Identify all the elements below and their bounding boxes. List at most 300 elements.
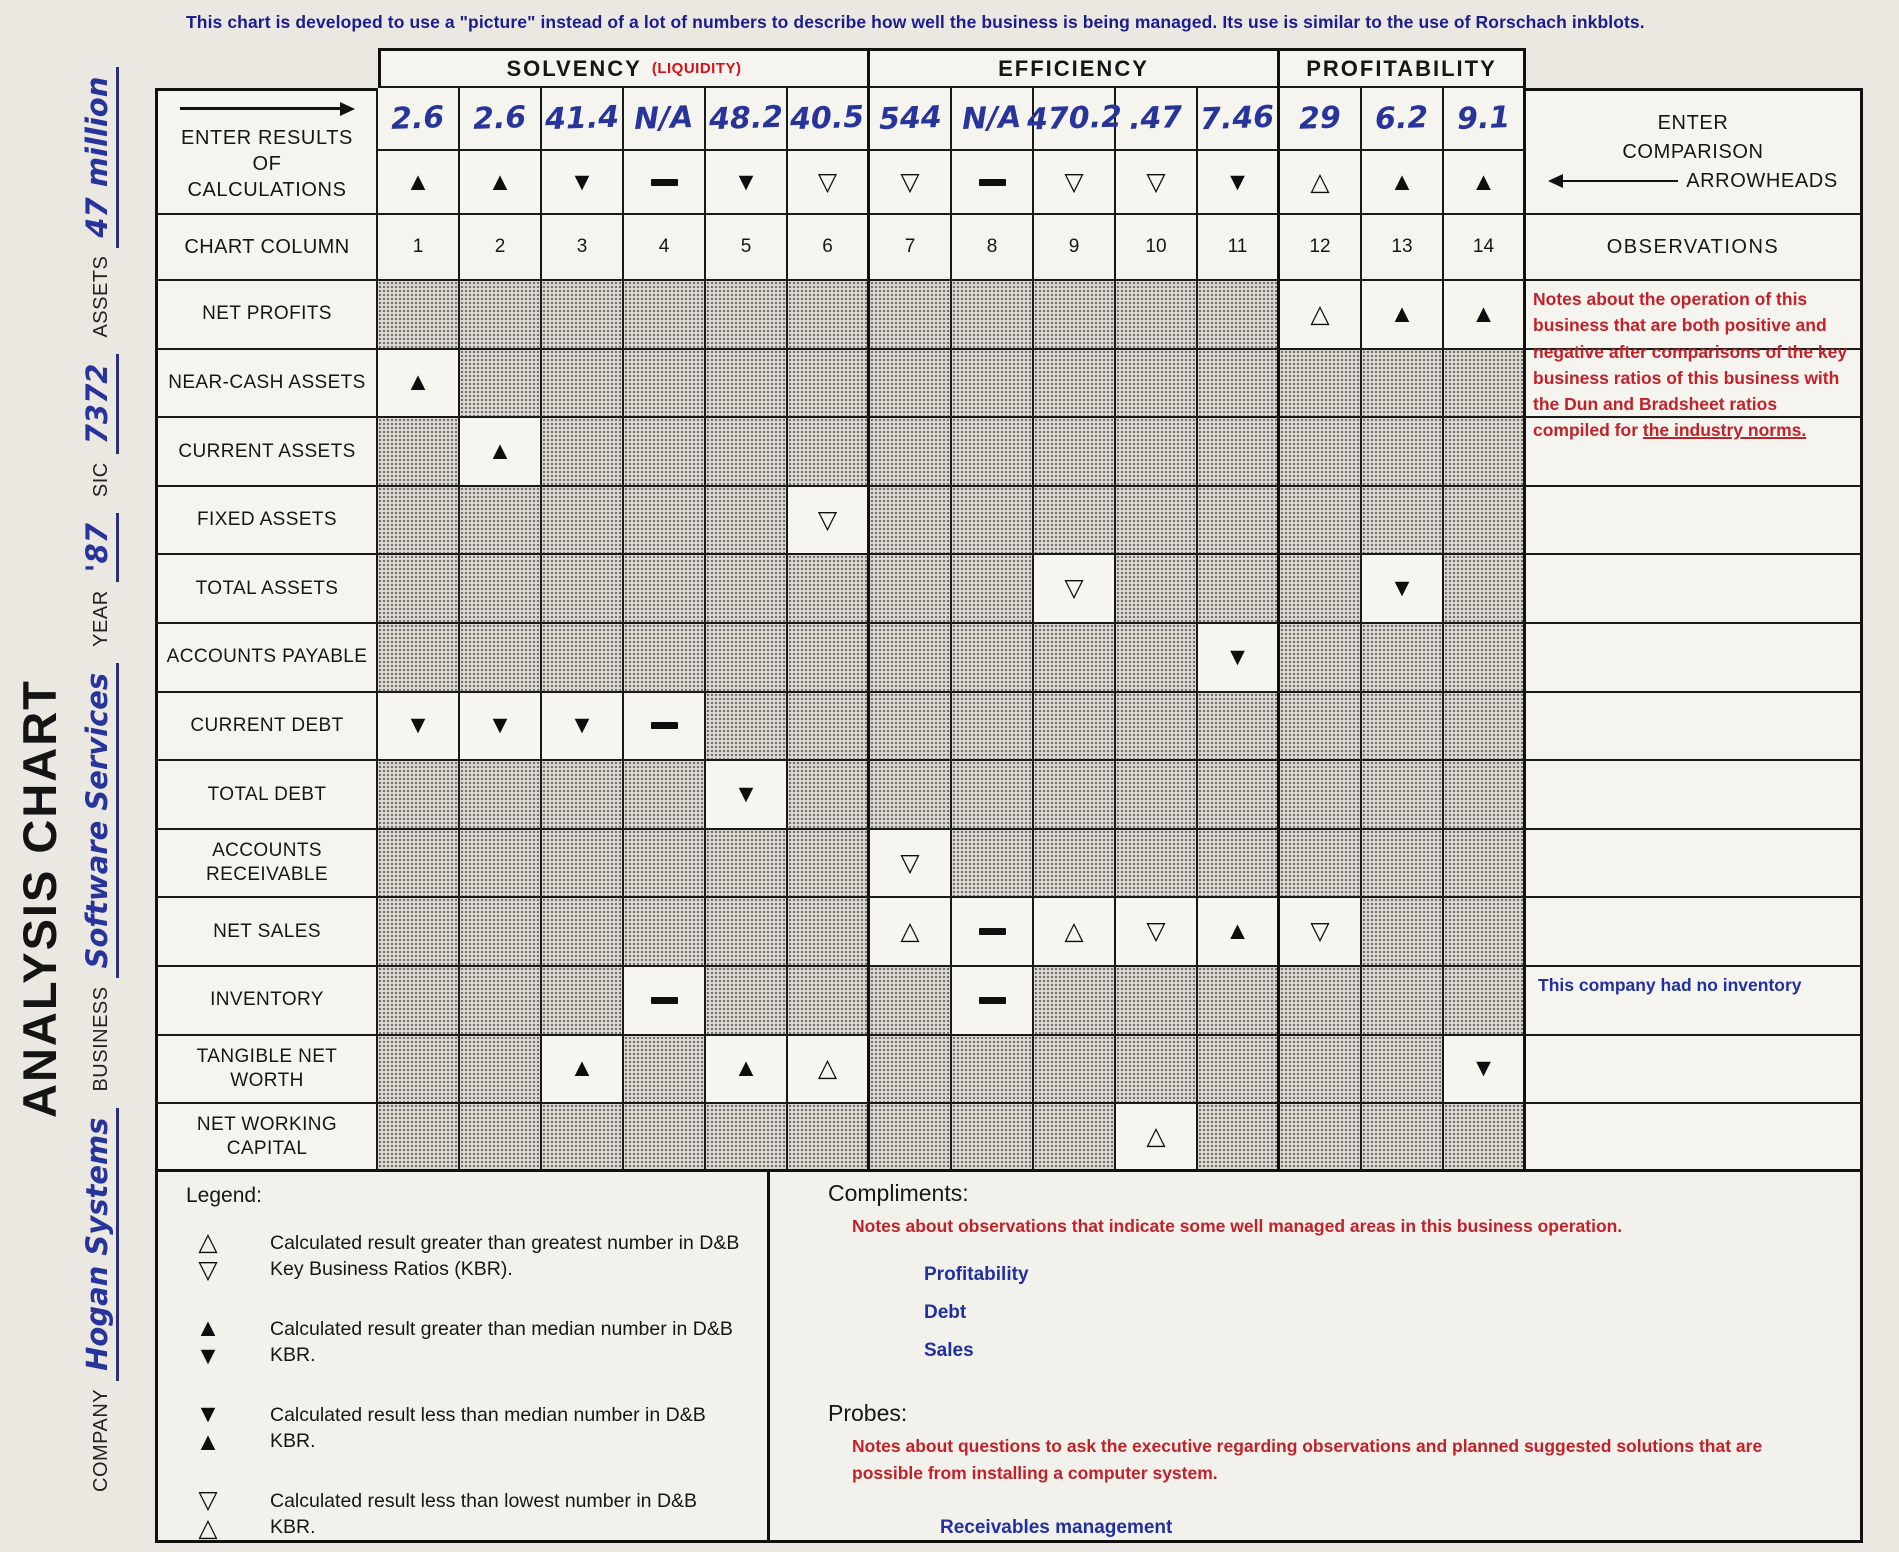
filled-up-triangle-icon: ▲ xyxy=(569,1054,595,1083)
cell-current-debt-col-8 xyxy=(952,693,1034,762)
field-label: BUSINESS xyxy=(90,986,112,1092)
cell-current-assets-col-2 xyxy=(460,418,542,487)
cell-accounts-payable-col-6 xyxy=(788,624,870,693)
row-label-tangible-net-worth: TANGIBLE NET WORTH xyxy=(155,1036,378,1105)
cell-tangible-net-worth-col-5 xyxy=(706,1036,788,1105)
cell-accounts-receivable-col-5 xyxy=(706,830,788,899)
filled-down-triangle-icon: ▼ xyxy=(1389,574,1415,603)
cell-net-profits-col-9 xyxy=(1034,281,1116,350)
filled-up-triangle-icon: ▲ xyxy=(1471,167,1496,196)
sidebar-form-fields xyxy=(80,27,158,1492)
cell-accounts-receivable-col-1 xyxy=(378,830,460,899)
result-value-col-8 xyxy=(952,88,1034,151)
cell-accounts-receivable-col-6 xyxy=(788,830,870,899)
open-up-triangle-icon: △ xyxy=(1146,1122,1166,1151)
cell-net-profits-col-10 xyxy=(1116,281,1198,350)
cell-near-cash-assets-col-11 xyxy=(1198,350,1280,419)
cell-accounts-receivable-col-10 xyxy=(1116,830,1198,899)
observation-cell-accounts-receivable xyxy=(1526,830,1863,899)
cell-net-working-capital-col-5 xyxy=(706,1104,788,1173)
cell-net-profits-col-12 xyxy=(1280,281,1362,350)
comparison-arrow-col-1 xyxy=(378,151,460,215)
cell-accounts-payable-col-4 xyxy=(624,624,706,693)
row-label-current-debt: CURRENT DEBT xyxy=(155,693,378,762)
comparison-line-2: COMPARISON xyxy=(1622,140,1764,163)
cell-near-cash-assets-col-4 xyxy=(624,350,706,419)
cell-near-cash-assets-col-6 xyxy=(788,350,870,419)
cell-current-debt-col-1 xyxy=(378,693,460,762)
cell-total-debt-col-10 xyxy=(1116,761,1198,830)
cell-near-cash-assets-col-8 xyxy=(952,350,1034,419)
comparison-arrow-col-14 xyxy=(1444,151,1526,215)
open-down-triangle-icon: ▽ xyxy=(900,848,920,877)
cell-inventory-col-1 xyxy=(378,967,460,1036)
cell-current-debt-col-10 xyxy=(1116,693,1198,762)
observation-cell-fixed-assets xyxy=(1526,487,1863,556)
comparison-arrow-col-7 xyxy=(870,151,952,215)
cell-current-assets-col-8 xyxy=(952,418,1034,487)
cell-tangible-net-worth-col-14 xyxy=(1444,1036,1526,1105)
cell-fixed-assets-col-10 xyxy=(1116,487,1198,556)
filled-down-triangle-icon: ▼ xyxy=(569,167,595,196)
cell-net-working-capital-col-14 xyxy=(1444,1104,1526,1173)
cell-net-sales-col-13 xyxy=(1362,898,1444,967)
cell-net-working-capital-col-10 xyxy=(1116,1104,1198,1173)
cell-current-assets-col-12 xyxy=(1280,418,1362,487)
filled-down-triangle-icon: ▼ xyxy=(195,1400,221,1428)
cell-current-assets-col-10 xyxy=(1116,418,1198,487)
cell-current-debt-col-11 xyxy=(1198,693,1280,762)
open-down-triangle-icon: ▽ xyxy=(1146,167,1166,196)
open-down-triangle-icon: ▽ xyxy=(198,1486,218,1514)
result-value-col-9 xyxy=(1025,88,1123,151)
open-up-triangle-icon: △ xyxy=(198,1514,218,1542)
comparison-arrow-col-4 xyxy=(624,151,706,215)
legend-item-3 xyxy=(186,1402,767,1455)
cell-current-assets-col-1 xyxy=(378,418,460,487)
form-field-sic xyxy=(80,354,119,498)
cell-tangible-net-worth-col-7 xyxy=(870,1036,952,1105)
cell-accounts-payable-col-3 xyxy=(542,624,624,693)
enter-comparison-header xyxy=(1526,88,1863,215)
cell-net-sales-col-4 xyxy=(624,898,706,967)
cell-total-assets-col-1 xyxy=(378,555,460,624)
field-handwritten-value: 7372 xyxy=(80,354,119,455)
chart-column-number-8: 8 xyxy=(952,215,1034,281)
cell-total-debt-col-3 xyxy=(542,761,624,830)
legend-item-1 xyxy=(186,1230,767,1283)
open-down-triangle-icon: ▽ xyxy=(900,167,920,196)
cell-net-profits-col-14 xyxy=(1444,281,1526,350)
cell-total-debt-col-12 xyxy=(1280,761,1362,830)
cell-total-assets-col-13 xyxy=(1362,555,1444,624)
cell-current-debt-col-6 xyxy=(788,693,870,762)
cell-near-cash-assets-col-13 xyxy=(1362,350,1444,419)
cell-net-profits-col-8 xyxy=(952,281,1034,350)
cell-current-debt-col-12 xyxy=(1280,693,1362,762)
cell-net-working-capital-col-12 xyxy=(1280,1104,1362,1173)
cell-inventory-col-6 xyxy=(788,967,870,1036)
cell-total-debt-col-5 xyxy=(706,761,788,830)
cell-fixed-assets-col-12 xyxy=(1280,487,1362,556)
form-field-company xyxy=(80,1108,119,1492)
compliments-note: Notes about observations that indicate some well managed areas in this business operation. xyxy=(852,1216,1623,1236)
open-down-triangle-icon: ▽ xyxy=(198,1256,218,1284)
handwritten-value: 40.5 xyxy=(789,99,866,138)
cell-accounts-payable-col-5 xyxy=(706,624,788,693)
cell-accounts-payable-col-9 xyxy=(1034,624,1116,693)
cell-fixed-assets-col-6 xyxy=(788,487,870,556)
probes-list xyxy=(940,1517,1860,1539)
cell-inventory-col-2 xyxy=(460,967,542,1036)
cell-current-debt-col-4 xyxy=(624,693,706,762)
cell-current-debt-col-3 xyxy=(542,693,624,762)
cell-current-debt-col-5 xyxy=(706,693,788,762)
cell-total-assets-col-12 xyxy=(1280,555,1362,624)
cell-net-working-capital-col-8 xyxy=(952,1104,1034,1173)
row-label-accounts-receivable: ACCOUNTS RECEIVABLE xyxy=(155,830,378,899)
cell-net-sales-col-1 xyxy=(378,898,460,967)
chart-column-number-10: 10 xyxy=(1116,215,1198,281)
cell-accounts-receivable-col-3 xyxy=(542,830,624,899)
observation-cell-total-assets xyxy=(1526,555,1863,624)
cell-accounts-payable-col-14 xyxy=(1444,624,1526,693)
legend-glyphs xyxy=(186,1230,230,1283)
cell-accounts-payable-col-13 xyxy=(1362,624,1444,693)
cell-current-assets-col-9 xyxy=(1034,418,1116,487)
cell-accounts-payable-col-1 xyxy=(378,624,460,693)
form-field-business xyxy=(80,663,119,1092)
chart-column-number-4: 4 xyxy=(624,215,706,281)
comparison-arrow-col-10 xyxy=(1116,151,1198,215)
cell-current-assets-col-4 xyxy=(624,418,706,487)
cell-accounts-payable-col-7 xyxy=(870,624,952,693)
cell-total-assets-col-7 xyxy=(870,555,952,624)
solvency-label: SOLVENCY xyxy=(506,55,642,81)
field-handwritten-value: Hogan Systems xyxy=(80,1108,119,1381)
section-header-efficiency xyxy=(870,48,1280,88)
cell-accounts-receivable-col-7 xyxy=(870,830,952,899)
cell-near-cash-assets-col-3 xyxy=(542,350,624,419)
row-label-inventory: INVENTORY xyxy=(155,967,378,1036)
observation-cell-current-debt xyxy=(1526,693,1863,762)
cell-current-assets-col-14 xyxy=(1444,418,1526,487)
chart-column-number-11: 11 xyxy=(1198,215,1280,281)
open-down-triangle-icon: ▽ xyxy=(1146,917,1166,946)
row-label-current-assets: CURRENT ASSETS xyxy=(155,418,378,487)
result-value-col-13 xyxy=(1362,88,1444,151)
cell-net-sales-col-12 xyxy=(1280,898,1362,967)
result-value-col-6 xyxy=(788,88,870,151)
dash-mark xyxy=(651,722,678,729)
result-value-col-12 xyxy=(1280,88,1362,151)
comparison-arrow-col-11 xyxy=(1198,151,1280,215)
chart-column-number-14: 14 xyxy=(1444,215,1526,281)
cell-inventory-col-7 xyxy=(870,967,952,1036)
cell-fixed-assets-col-13 xyxy=(1362,487,1444,556)
handwritten-value: 41.4 xyxy=(544,99,620,138)
notes-box xyxy=(770,1172,1860,1540)
cell-net-sales-col-8 xyxy=(952,898,1034,967)
handwritten-value: 48.2 xyxy=(708,99,784,138)
filled-down-triangle-icon: ▼ xyxy=(733,167,759,196)
handwritten-value: 29 xyxy=(1298,100,1342,137)
result-value-col-11 xyxy=(1198,88,1280,151)
cell-current-debt-col-13 xyxy=(1362,693,1444,762)
cell-accounts-payable-col-10 xyxy=(1116,624,1198,693)
result-value-col-10 xyxy=(1116,88,1198,151)
cell-total-assets-col-3 xyxy=(542,555,624,624)
open-down-triangle-icon: ▽ xyxy=(1064,167,1084,196)
filled-up-triangle-icon: ▲ xyxy=(487,436,513,465)
comparison-arrow-col-6 xyxy=(788,151,870,215)
comparison-line-1: ENTER xyxy=(1657,111,1729,134)
handwritten-value: N/A xyxy=(633,99,695,138)
cell-inventory-col-4 xyxy=(624,967,706,1036)
observation-cell-inventory xyxy=(1526,967,1863,1036)
comparison-arrow-col-8 xyxy=(952,151,1034,215)
cell-total-debt-col-14 xyxy=(1444,761,1526,830)
cell-inventory-col-13 xyxy=(1362,967,1444,1036)
field-label: ASSETS xyxy=(90,255,112,338)
cell-net-profits-col-3 xyxy=(542,281,624,350)
left-arrow-icon xyxy=(1548,174,1678,188)
observation-cell-accounts-payable xyxy=(1526,624,1863,693)
section-header-profitability xyxy=(1280,48,1526,88)
cell-accounts-payable-col-11 xyxy=(1198,624,1280,693)
section-header-solvency xyxy=(378,48,870,88)
cell-current-assets-col-6 xyxy=(788,418,870,487)
cell-net-profits-col-4 xyxy=(624,281,706,350)
row-label-net-sales: NET SALES xyxy=(155,898,378,967)
cell-fixed-assets-col-5 xyxy=(706,487,788,556)
row-label-net-profits: NET PROFITS xyxy=(155,281,378,350)
dash-mark xyxy=(979,179,1006,186)
cell-tangible-net-worth-col-2 xyxy=(460,1036,542,1105)
legend-box xyxy=(158,1172,770,1540)
cell-near-cash-assets-col-14 xyxy=(1444,350,1526,419)
compliment-sales: Sales xyxy=(924,1340,974,1362)
open-up-triangle-icon: △ xyxy=(198,1228,218,1256)
open-up-triangle-icon: △ xyxy=(1310,299,1330,328)
row-label-total-debt: TOTAL DEBT xyxy=(155,761,378,830)
top-description-note: This chart is developed to use a "picture" instead of a lot of numbers to describe how well the business is being managed. Its use is similar to the use of Rorschach inkblots. xyxy=(186,12,1645,32)
cell-inventory-col-11 xyxy=(1198,967,1280,1036)
filled-down-triangle-icon: ▼ xyxy=(1225,167,1250,196)
cell-fixed-assets-col-9 xyxy=(1034,487,1116,556)
filled-down-triangle-icon: ▼ xyxy=(733,779,759,808)
right-arrow-icon xyxy=(180,102,355,116)
chart-column-number-7: 7 xyxy=(870,215,952,281)
cell-accounts-receivable-col-14 xyxy=(1444,830,1526,899)
cell-net-profits-col-11 xyxy=(1198,281,1280,350)
handwritten-value: 544 xyxy=(878,99,942,138)
filled-up-triangle-icon: ▲ xyxy=(1389,167,1415,196)
cell-fixed-assets-col-11 xyxy=(1198,487,1280,556)
compliment-profitability: Profitability xyxy=(924,1264,1029,1286)
probes-note: Notes about questions to ask the executive regarding observations and planned suggested solutions that are possible from installing a computer system. xyxy=(852,1436,1763,1484)
cell-net-working-capital-col-2 xyxy=(460,1104,542,1173)
comparison-arrow-col-2 xyxy=(460,151,542,215)
cell-accounts-payable-col-2 xyxy=(460,624,542,693)
dash-mark xyxy=(979,997,1006,1004)
filled-up-triangle-icon: ▲ xyxy=(405,167,431,196)
cell-net-working-capital-col-6 xyxy=(788,1104,870,1173)
efficiency-label: EFFICIENCY xyxy=(998,55,1149,81)
chart-column-number-13: 13 xyxy=(1362,215,1444,281)
cell-accounts-receivable-col-11 xyxy=(1198,830,1280,899)
result-value-col-1 xyxy=(378,88,460,151)
cell-net-sales-col-7 xyxy=(870,898,952,967)
comparison-arrow-col-3 xyxy=(542,151,624,215)
form-field-year xyxy=(80,513,119,647)
cell-accounts-receivable-col-8 xyxy=(952,830,1034,899)
result-value-col-4 xyxy=(624,88,706,151)
row-label-total-assets: TOTAL ASSETS xyxy=(155,555,378,624)
cell-tangible-net-worth-col-6 xyxy=(788,1036,870,1105)
cell-net-sales-col-2 xyxy=(460,898,542,967)
chart-column-number-2: 2 xyxy=(460,215,542,281)
cell-inventory-col-8 xyxy=(952,967,1034,1036)
cell-inventory-col-3 xyxy=(542,967,624,1036)
dash-mark xyxy=(651,997,678,1004)
filled-up-triangle-icon: ▲ xyxy=(195,1314,221,1342)
cell-current-assets-col-5 xyxy=(706,418,788,487)
cell-current-debt-col-2 xyxy=(460,693,542,762)
cell-total-debt-col-4 xyxy=(624,761,706,830)
filled-down-triangle-icon: ▼ xyxy=(569,711,595,740)
cell-net-profits-col-6 xyxy=(788,281,870,350)
field-label: YEAR xyxy=(90,590,112,647)
cell-tangible-net-worth-col-13 xyxy=(1362,1036,1444,1105)
filled-down-triangle-icon: ▼ xyxy=(405,711,431,740)
filled-up-triangle-icon: ▲ xyxy=(1225,917,1250,946)
open-up-triangle-icon: △ xyxy=(1310,167,1330,196)
dash-mark xyxy=(651,179,678,186)
open-up-triangle-icon: △ xyxy=(900,917,920,946)
cell-net-sales-col-9 xyxy=(1034,898,1116,967)
cell-net-working-capital-col-11 xyxy=(1198,1104,1280,1173)
handwritten-value: 2.6 xyxy=(390,100,446,137)
result-value-col-7 xyxy=(870,88,952,151)
open-down-triangle-icon: ▽ xyxy=(1310,917,1330,946)
field-label: SIC xyxy=(90,462,112,498)
cell-net-working-capital-col-9 xyxy=(1034,1104,1116,1173)
cell-total-assets-col-2 xyxy=(460,555,542,624)
cell-inventory-col-10 xyxy=(1116,967,1198,1036)
cell-current-assets-col-13 xyxy=(1362,418,1444,487)
filled-up-triangle-icon: ▲ xyxy=(1389,299,1415,328)
row-label-near-cash-assets: NEAR-CASH ASSETS xyxy=(155,350,378,419)
dash-mark xyxy=(979,928,1006,935)
legend-heading: Legend: xyxy=(186,1184,262,1207)
cell-accounts-receivable-col-12 xyxy=(1280,830,1362,899)
cell-net-profits-col-5 xyxy=(706,281,788,350)
legend-text: Calculated result less than median number in D&B KBR. xyxy=(270,1404,706,1453)
open-down-triangle-icon: ▽ xyxy=(1064,574,1084,603)
cell-net-sales-col-3 xyxy=(542,898,624,967)
handwritten-value: 470.2 xyxy=(1025,99,1123,138)
cell-total-debt-col-11 xyxy=(1198,761,1280,830)
open-up-triangle-icon: △ xyxy=(1064,917,1084,946)
observations-label: OBSERVATIONS xyxy=(1526,215,1863,281)
cell-accounts-payable-col-12 xyxy=(1280,624,1362,693)
cell-near-cash-assets-col-10 xyxy=(1116,350,1198,419)
chart-column-number-5: 5 xyxy=(706,215,788,281)
cell-net-sales-col-11 xyxy=(1198,898,1280,967)
cell-tangible-net-worth-col-3 xyxy=(542,1036,624,1105)
handwritten-value: 6.2 xyxy=(1374,100,1430,137)
cell-tangible-net-worth-col-8 xyxy=(952,1036,1034,1105)
page-title: ANALYSIS CHART xyxy=(13,679,66,1118)
cell-tangible-net-worth-col-10 xyxy=(1116,1036,1198,1105)
cell-tangible-net-worth-col-11 xyxy=(1198,1036,1280,1105)
cell-total-debt-col-13 xyxy=(1362,761,1444,830)
compliment-debt: Debt xyxy=(924,1302,967,1324)
cell-net-working-capital-col-3 xyxy=(542,1104,624,1173)
cell-fixed-assets-col-3 xyxy=(542,487,624,556)
filled-up-triangle-icon: ▲ xyxy=(405,368,431,397)
legend-glyphs xyxy=(186,1402,230,1455)
chart-column-number-12: 12 xyxy=(1280,215,1362,281)
cell-near-cash-assets-col-7 xyxy=(870,350,952,419)
cell-total-assets-col-5 xyxy=(706,555,788,624)
comparison-arrow-col-9 xyxy=(1034,151,1116,215)
result-value-col-14 xyxy=(1444,88,1526,151)
cell-net-working-capital-col-13 xyxy=(1362,1104,1444,1173)
legend-item-4 xyxy=(186,1488,767,1541)
cell-net-profits-col-7 xyxy=(870,281,952,350)
cell-current-assets-col-3 xyxy=(542,418,624,487)
cell-near-cash-assets-col-12 xyxy=(1280,350,1362,419)
cell-total-assets-col-8 xyxy=(952,555,1034,624)
cell-net-working-capital-col-7 xyxy=(870,1104,952,1173)
cell-inventory-col-14 xyxy=(1444,967,1526,1036)
cell-accounts-receivable-col-13 xyxy=(1362,830,1444,899)
comparison-arrow-col-5 xyxy=(706,151,788,215)
form-field-assets xyxy=(80,67,119,338)
cell-accounts-payable-col-8 xyxy=(952,624,1034,693)
result-value-col-3 xyxy=(542,88,624,151)
observation-cell-tangible-net-worth xyxy=(1526,1036,1863,1105)
cell-net-working-capital-col-1 xyxy=(378,1104,460,1173)
field-handwritten-value: Software Services xyxy=(80,663,119,979)
probes-heading: Probes: xyxy=(828,1400,908,1427)
observation-cell-net-sales xyxy=(1526,898,1863,967)
cell-tangible-net-worth-col-9 xyxy=(1034,1036,1116,1105)
cell-fixed-assets-col-8 xyxy=(952,487,1034,556)
handwritten-value: .47 xyxy=(1128,100,1184,137)
cell-total-assets-col-6 xyxy=(788,555,870,624)
result-value-col-2 xyxy=(460,88,542,151)
cell-current-debt-col-14 xyxy=(1444,693,1526,762)
result-value-col-5 xyxy=(706,88,788,151)
cell-net-sales-col-6 xyxy=(788,898,870,967)
profitability-label: PROFITABILITY xyxy=(1306,55,1497,81)
handwritten-value: 9.1 xyxy=(1456,100,1511,137)
cell-total-debt-col-2 xyxy=(460,761,542,830)
handwritten-value: 7.46 xyxy=(1199,99,1276,138)
cell-net-working-capital-col-4 xyxy=(624,1104,706,1173)
cell-net-profits-col-2 xyxy=(460,281,542,350)
compliments-list xyxy=(924,1264,1860,1362)
cell-total-assets-col-9 xyxy=(1034,555,1116,624)
cell-total-assets-col-10 xyxy=(1116,555,1198,624)
enter-results-label: ENTER RESULTS OF CALCULATIONS xyxy=(181,126,353,201)
cell-net-sales-col-10 xyxy=(1116,898,1198,967)
cell-current-assets-col-11 xyxy=(1198,418,1280,487)
cell-total-assets-col-11 xyxy=(1198,555,1280,624)
